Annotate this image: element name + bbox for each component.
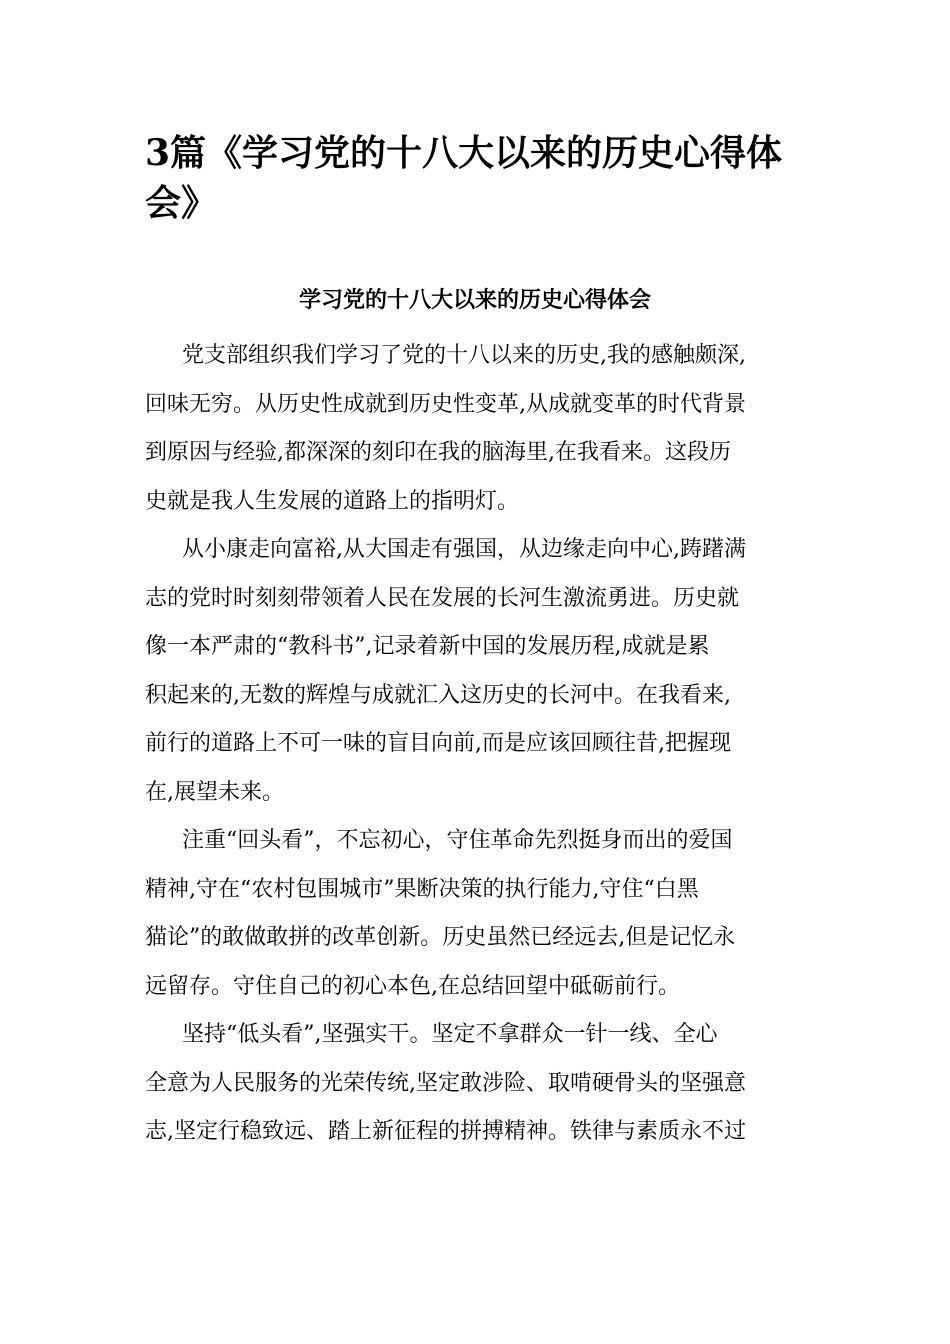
title-line: 3篇《学习党的十八大以来的历史心得体 — [145, 132, 783, 174]
title-line: 会》 — [145, 182, 218, 224]
paragraph-line: 志,坚定行稳致远、踏上新征程的拼搏精神。铁律与素质永不过 — [145, 1119, 746, 1144]
paragraph-line: 到原因与经验,都深深的刻印在我的脑海里,在我看来。这段历 — [145, 440, 731, 465]
paragraph-line: 史就是我人生发展的道路上的指明灯。 — [145, 488, 520, 514]
paragraph-line: 像一本严肃的“教科书”,记录着新中国的发展历程,成就是累 — [145, 634, 710, 659]
paragraph-line: 在,展望未来。 — [145, 779, 284, 805]
paragraph-line: 从小康走向富裕,从大国走有强国，从边缘走向中心,踌躇满 — [182, 537, 746, 562]
paragraph — [145, 1011, 805, 1157]
paragraph-line: 远留存。守住自己的初心本色,在总结回望中砥砺前行。 — [145, 973, 680, 999]
paragraph-line: 积起来的,无数的辉煌与成就汇入这历史的长河中。在我看来, — [145, 682, 731, 708]
paragraph-line: 精神,守在“农村包围城市”果断决策的执行能力,守住“白黑 — [145, 876, 699, 902]
paragraph-line: 全意为人民服务的光荣传统,坚定敢涉险、取啃硬骨头的坚强意 — [145, 1070, 746, 1096]
section-heading: 学习党的十八大以来的历史心得体会 — [298, 287, 651, 313]
paragraph-line: 回味无穷。从历史性成就到历史性变革,从成就变革的时代背景 — [145, 391, 746, 417]
paragraph — [145, 817, 805, 1011]
paragraph-line: 注重“回头看”，不忘初心，守住革命先烈挺身而出的爱国 — [182, 828, 733, 853]
paragraph-line: 前行的道路上不可一味的盲目向前,而是应该回顾往昔,把握现 — [145, 731, 731, 756]
paragraph — [145, 526, 805, 817]
document-title — [145, 128, 805, 228]
paragraph-line: 猫论”的敢做敢拼的改革创新。历史虽然已经远去,但是记忆永 — [145, 925, 736, 950]
paragraph-line: 坚持“低头看”,坚强实干。坚定不拿群众一针一线、全心 — [182, 1022, 718, 1047]
document-body — [145, 332, 805, 1157]
paragraph-line: 志的党时时刻刻带领着人民在发展的长河生激流勇进。历史就 — [145, 585, 740, 611]
paragraph-line: 党支部组织我们学习了党的十八以来的历史,我的感触颇深, — [182, 343, 746, 368]
paragraph — [145, 332, 805, 526]
